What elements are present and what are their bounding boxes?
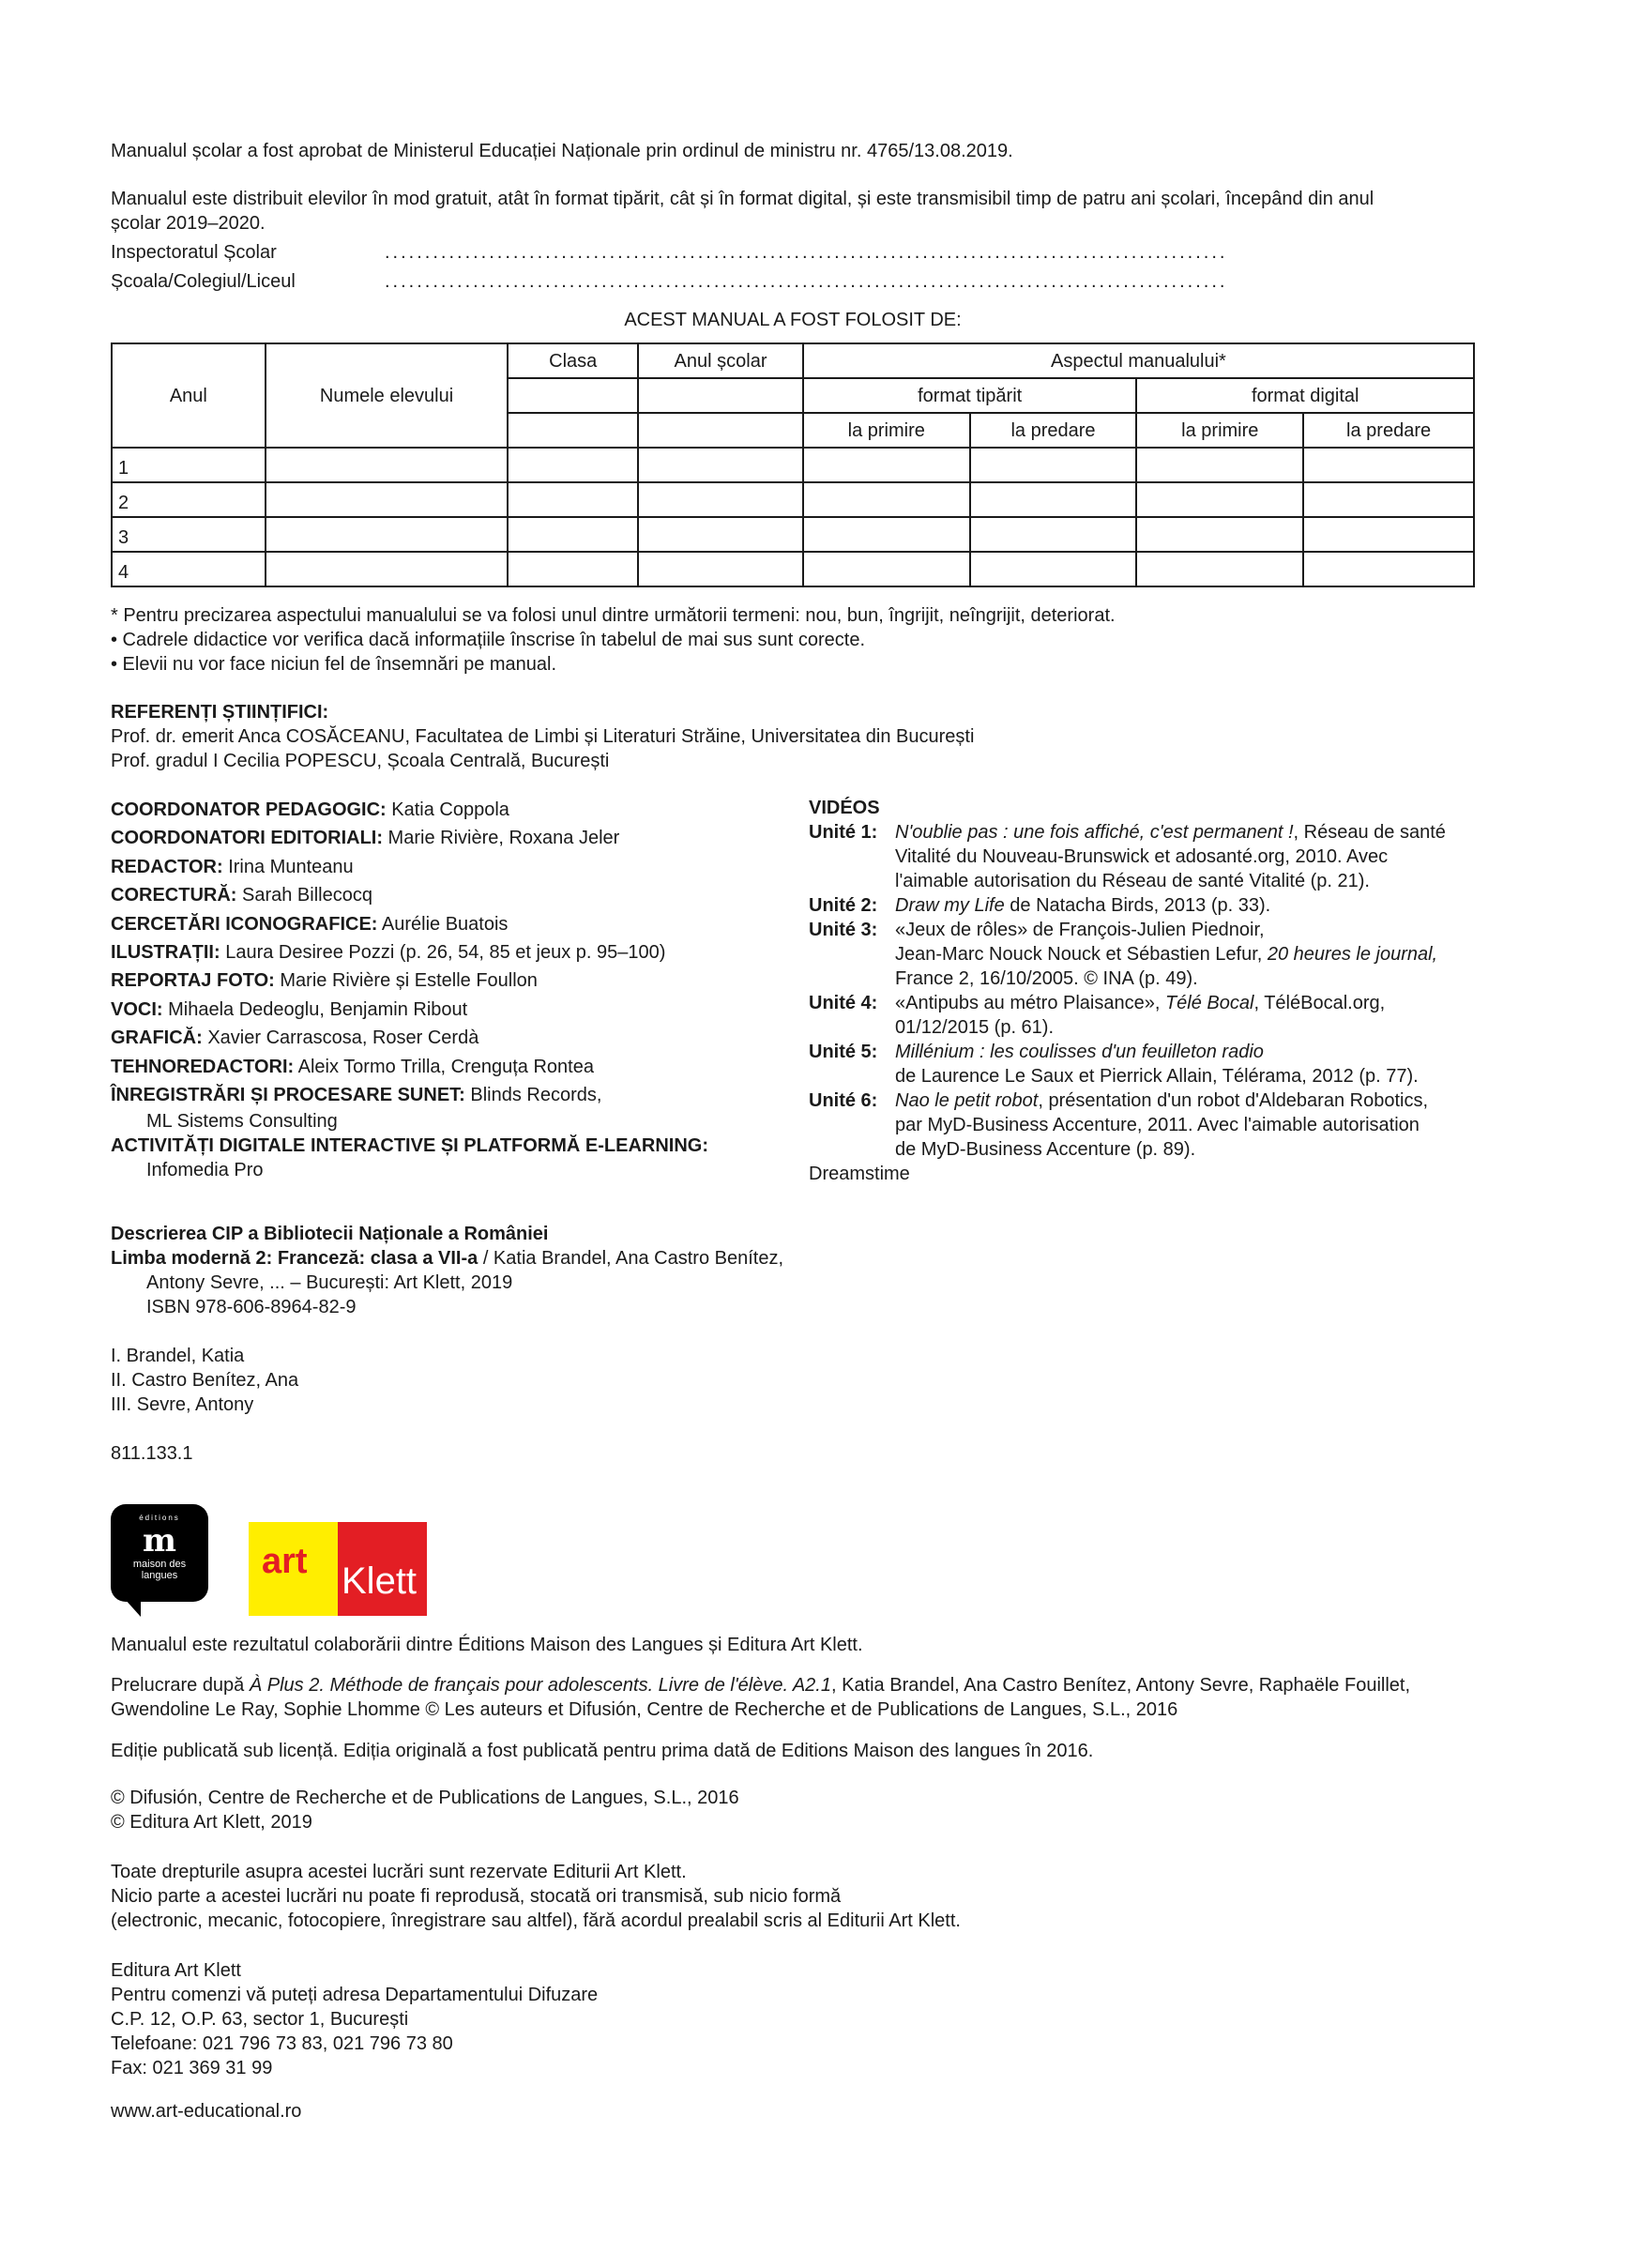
table-cell[interactable] bbox=[803, 517, 970, 552]
cip-author: I. Brandel, Katia bbox=[111, 1346, 245, 1366]
credit-line bbox=[111, 1081, 665, 1109]
table-cell[interactable] bbox=[803, 552, 970, 586]
logo-klett-text: Klett bbox=[342, 1560, 418, 1602]
credit-value: Aurélie Buatois bbox=[377, 913, 509, 935]
copyright-line: © Difusión, Centre de Recherche et de Publications de Langues, S.L., 2016 bbox=[111, 1788, 739, 1808]
scoala-dots[interactable]: ......................................................................................................... bbox=[385, 271, 1228, 292]
credit-label: COORDONATORI EDITORIALI: bbox=[111, 828, 383, 849]
copyright-block bbox=[111, 1786, 739, 1834]
referents-block bbox=[111, 700, 974, 773]
cell-empty bbox=[508, 413, 638, 448]
table-heading: ACEST MANUAL A FOST FOLOSIT DE: bbox=[624, 310, 962, 330]
credit-line bbox=[111, 967, 665, 995]
credit-line bbox=[111, 881, 665, 909]
cip-isbn: ISBN 978-606-8964-82-9 bbox=[146, 1297, 357, 1317]
credit-value: Mihaela Dedeoglu, Benjamin Ribout bbox=[162, 998, 468, 1020]
adaptation-title: À Plus 2. Méthode de français pour adolescents. Livre de l'élève. A2.1 bbox=[249, 1675, 831, 1696]
rights-line: (electronic, mecanic, fotocopiere, înregistrare sau altfel), fără acordul prealabil scris al Editurii Art Klett. bbox=[111, 1910, 961, 1931]
table-cell[interactable] bbox=[638, 482, 803, 517]
header-la-predare: la predare bbox=[1303, 413, 1474, 448]
credit-line bbox=[111, 796, 665, 824]
credit-value: Katia Coppola bbox=[386, 799, 509, 820]
address-line: Pentru comenzi vă puteți adresa Departamentului Difuzare bbox=[111, 1985, 599, 2005]
cip-code: 811.133.1 bbox=[111, 1443, 193, 1464]
cip-author: III. Sevre, Antony bbox=[111, 1394, 254, 1415]
table-cell[interactable] bbox=[1136, 482, 1303, 517]
video-text: , présentation d'un robot d'Aldebaran Robotics, bbox=[1038, 1090, 1429, 1111]
cell-empty bbox=[508, 378, 638, 413]
credits-block bbox=[111, 796, 665, 1109]
table-cell[interactable] bbox=[803, 448, 970, 482]
table-cell[interactable] bbox=[508, 448, 638, 482]
cip-title: Descrierea CIP a Bibliotecii Naționale a României bbox=[111, 1224, 549, 1244]
video-text: France 2, 16/10/2005. © INA (p. 49). bbox=[895, 968, 1198, 989]
header-format-tiparit: format tipărit bbox=[803, 378, 1137, 413]
header-an-scolar: Anul școlar bbox=[638, 343, 803, 378]
video-unit-label: Unité 1: bbox=[809, 822, 878, 843]
address-line: Telefoane: 021 796 73 83, 021 796 73 80 bbox=[111, 2033, 453, 2054]
address-line: C.P. 12, O.P. 63, sector 1, București bbox=[111, 2009, 409, 2030]
adaptation-text: Prelucrare după bbox=[111, 1675, 250, 1696]
credit-line bbox=[111, 824, 665, 852]
row-number: 2 bbox=[112, 482, 266, 517]
video-item-6 bbox=[809, 1088, 1484, 1162]
note-students: • Elevii nu vor face niciun fel de însemnări pe manual. bbox=[111, 654, 557, 675]
header-anul: Anul bbox=[112, 343, 266, 448]
video-unit-label: Unité 2: bbox=[809, 895, 878, 916]
logo-mark: m bbox=[143, 1522, 176, 1560]
table-row bbox=[112, 448, 1474, 482]
credit-label: ILUSTRAȚII: bbox=[111, 942, 220, 964]
table-cell[interactable] bbox=[970, 552, 1137, 586]
video-item-5 bbox=[809, 1040, 1484, 1088]
table-cell[interactable] bbox=[1136, 552, 1303, 586]
table-cell[interactable] bbox=[1303, 552, 1474, 586]
referent-line: Prof. dr. emerit Anca COSĂCEANU, Facultatea de Limbi și Literaturi Străine, Universitatea din București bbox=[111, 726, 975, 747]
cip-text: / Katia Brandel, Ana Castro Benítez, bbox=[478, 1248, 784, 1269]
collaboration-text: Manualul este rezultatul colaborării dintre Éditions Maison des Langues și Editura Art Klett. bbox=[111, 1635, 863, 1655]
table-cell[interactable] bbox=[970, 482, 1137, 517]
video-text: «Antipubs au métro Plaisance», bbox=[895, 993, 1165, 1013]
credit-label: REDACTOR: bbox=[111, 856, 223, 877]
table-cell[interactable] bbox=[266, 552, 509, 586]
video-text: , Réseau de santé bbox=[1293, 822, 1446, 843]
video-unit-label: Unité 4: bbox=[809, 993, 878, 1013]
rights-line: Nicio parte a acestei lucrări nu poate fi reprodusă, stocată ori transmisă, sub nicio formă bbox=[111, 1886, 842, 1907]
referents-title: REFERENȚI ȘTIINȚIFICI: bbox=[111, 702, 329, 723]
table-cell[interactable] bbox=[638, 517, 803, 552]
credit-value: Marie Rivière și Estelle Foullon bbox=[274, 970, 538, 992]
cip-book-title: Limba modernă 2: Franceză: clasa a VII-a bbox=[111, 1248, 478, 1269]
video-text: par MyD-Business Accenture, 2011. Avec l'aimable autorisation bbox=[895, 1115, 1420, 1135]
address-line: Editura Art Klett bbox=[111, 1960, 241, 1981]
credit-value: Marie Rivière, Roxana Jeler bbox=[383, 828, 620, 849]
cell-empty bbox=[638, 413, 803, 448]
logo-red-block bbox=[338, 1522, 427, 1616]
table-cell[interactable] bbox=[638, 552, 803, 586]
cip-block bbox=[111, 1222, 783, 1319]
table-cell[interactable] bbox=[266, 517, 509, 552]
adaptation-text: Gwendoline Le Ray, Sophie Lhomme © Les auteurs et Difusión, Centre de Recherche et de Publications de Langues, S.L., 2016 bbox=[111, 1699, 1178, 1720]
logo-text: éditions bbox=[139, 1514, 180, 1522]
table-notes bbox=[111, 603, 1116, 677]
header-aspect: Aspectul manualului* bbox=[803, 343, 1474, 378]
logo-text: langues bbox=[141, 1570, 178, 1581]
address-line: Fax: 021 369 31 99 bbox=[111, 2058, 273, 2078]
inspectorat-dots[interactable]: ......................................................................................................... bbox=[385, 242, 1228, 263]
logo-text: maison des bbox=[132, 1559, 187, 1570]
header-la-primire: la primire bbox=[803, 413, 970, 448]
video-unit-label: Unité 3: bbox=[809, 920, 878, 940]
video-text: l'aimable autorisation du Réseau de santé Vitalité (p. 21). bbox=[895, 871, 1370, 891]
table-row bbox=[112, 482, 1474, 517]
approval-text: Manualul școlar a fost aprobat de Ministerul Educației Naționale prin ordinul de ministru nr. 4765/13.08.2019. bbox=[111, 141, 1013, 161]
scoala-label: Școala/Colegiul/Liceul bbox=[111, 271, 296, 292]
header-format-digital: format digital bbox=[1136, 378, 1474, 413]
rights-block bbox=[111, 1860, 961, 1933]
video-title: Draw my Life bbox=[895, 895, 1005, 916]
logo-art-text: art bbox=[262, 1542, 308, 1581]
video-item-1 bbox=[809, 820, 1484, 893]
video-item-3 bbox=[809, 918, 1484, 991]
table-cell[interactable] bbox=[1303, 517, 1474, 552]
credit-line bbox=[111, 1053, 665, 1081]
credit-label: GRAFICĂ: bbox=[111, 1027, 203, 1049]
video-title: Télé Bocal bbox=[1164, 993, 1254, 1013]
cip-text: Antony Sevre, ... – București: Art Klett, 2019 bbox=[146, 1272, 513, 1293]
video-text: 01/12/2015 (p. 61). bbox=[895, 1017, 1055, 1038]
header-clasa: Clasa bbox=[508, 343, 638, 378]
cip-authors bbox=[111, 1344, 298, 1417]
credit-value: Xavier Carrascosa, Roser Cerdà bbox=[202, 1027, 479, 1049]
video-title: N'oublie pas : une fois affiché, c'est permanent ! bbox=[895, 822, 1294, 843]
row-number: 1 bbox=[112, 448, 266, 482]
dreamstime-credit: Dreamstime bbox=[809, 1164, 910, 1184]
credit-label: COORDONATOR PEDAGOGIC: bbox=[111, 799, 387, 820]
table-cell[interactable] bbox=[508, 482, 638, 517]
table-header-row-1 bbox=[112, 343, 1474, 378]
table-cell[interactable] bbox=[970, 448, 1137, 482]
table-cell[interactable] bbox=[266, 482, 509, 517]
credit-label: TEHNOREDACTORI: bbox=[111, 1056, 295, 1077]
video-title: Nao le petit robot bbox=[895, 1090, 1039, 1111]
credit-value: Laura Desiree Pozzi (p. 26, 54, 85 et jeux p. 95–100) bbox=[220, 942, 666, 964]
note-aspect: * Pentru precizarea aspectului manualului se va folosi unul dintre următorii termeni: nou, bun, îngrijit, neîngrijit, deteriorat. bbox=[111, 605, 1116, 626]
usage-table bbox=[111, 342, 1475, 587]
table-cell[interactable] bbox=[638, 448, 803, 482]
video-title: 20 heures le journal, bbox=[1267, 944, 1438, 965]
row-number: 3 bbox=[112, 517, 266, 552]
address-block bbox=[111, 1958, 598, 2080]
credit-line bbox=[111, 996, 665, 1024]
row-number: 4 bbox=[112, 552, 266, 586]
table-cell[interactable] bbox=[1136, 448, 1303, 482]
credit-value: Aleix Tormo Trilla, Crenguța Rontea bbox=[294, 1056, 594, 1077]
table-cell[interactable] bbox=[1136, 517, 1303, 552]
maison-des-langues-logo bbox=[111, 1504, 208, 1602]
credit-label: CORECTURĂ: bbox=[111, 885, 237, 906]
credit-line bbox=[111, 853, 665, 881]
credit-label: REPORTAJ FOTO: bbox=[111, 970, 275, 992]
rights-line: Toate drepturile asupra acestei lucrări sunt rezervate Editurii Art Klett. bbox=[111, 1862, 687, 1882]
credit-line bbox=[111, 1024, 665, 1052]
copyright-line: © Editura Art Klett, 2019 bbox=[111, 1812, 312, 1833]
credit-digital-value: Infomedia Pro bbox=[146, 1160, 264, 1180]
table-cell[interactable] bbox=[508, 552, 638, 586]
video-text: Jean-Marc Nouck Nouck et Sébastien Lefur, bbox=[895, 944, 1268, 965]
credit-sunet-cont: ML Sistems Consulting bbox=[146, 1111, 338, 1132]
video-text: Vitalité du Nouveau-Brunswick et adosanté.org, 2010. Avec bbox=[895, 846, 1389, 867]
referent-line: Prof. gradul I Cecilia POPESCU, Școala Centrală, București bbox=[111, 751, 610, 771]
credit-value: Sarah Billecocq bbox=[236, 885, 372, 906]
credit-value: Blinds Records, bbox=[464, 1085, 602, 1106]
license-text: Ediție publicată sub licență. Ediția originală a fost publicată pentru prima dată de Editions Maison des langues în 2016. bbox=[111, 1741, 1094, 1761]
video-text: de MyD-Business Accenture (p. 89). bbox=[895, 1139, 1196, 1160]
video-text: , TéléBocal.org, bbox=[1253, 993, 1386, 1013]
video-title: Millénium : les coulisses d'un feuilleton radio bbox=[895, 1042, 1264, 1062]
table-row bbox=[112, 517, 1474, 552]
table-cell[interactable] bbox=[508, 517, 638, 552]
distribution-line-1: Manualul este distribuit elevilor în mod gratuit, atât în format tipărit, cât și în format digital, și este transmisibil timp de patru ani școlari, începând din anul bbox=[111, 189, 1374, 209]
video-unit-label: Unité 6: bbox=[809, 1090, 878, 1111]
cell-empty bbox=[638, 378, 803, 413]
video-item-4 bbox=[809, 991, 1484, 1040]
table-cell[interactable] bbox=[1303, 482, 1474, 517]
video-text: «Jeux de rôles» de François-Julien Piednoir, bbox=[895, 920, 1265, 940]
cip-author: II. Castro Benítez, Ana bbox=[111, 1370, 299, 1391]
table-cell[interactable] bbox=[803, 482, 970, 517]
videos-title: VIDÉOS bbox=[809, 798, 880, 818]
credit-label: VOCI: bbox=[111, 998, 163, 1020]
inspectorat-label: Inspectoratul Școlar bbox=[111, 242, 277, 263]
table-row bbox=[112, 552, 1474, 586]
website-link[interactable]: www.art-educational.ro bbox=[111, 2101, 302, 2122]
header-la-primire: la primire bbox=[1136, 413, 1303, 448]
credit-value: Irina Munteanu bbox=[222, 856, 354, 877]
note-teachers: • Cadrele didactice vor verifica dacă informațiile înscrise în tabelul de mai sus sunt corecte. bbox=[111, 630, 866, 650]
credit-label: CERCETĂRI ICONOGRAFICE: bbox=[111, 913, 378, 935]
header-la-predare: la predare bbox=[970, 413, 1137, 448]
video-text: de Laurence Le Saux et Pierrick Allain, Télérama, 2012 (p. 77). bbox=[895, 1066, 1419, 1087]
speech-tail-icon bbox=[124, 1598, 141, 1617]
credit-label: ÎNREGISTRĂRI ȘI PROCESARE SUNET: bbox=[111, 1085, 465, 1106]
credit-digital-label: ACTIVITĂȚI DIGITALE INTERACTIVE ȘI PLATFORMĂ E-LEARNING: bbox=[111, 1135, 709, 1156]
table-cell[interactable] bbox=[970, 517, 1137, 552]
video-item-2 bbox=[809, 893, 1484, 918]
credit-line bbox=[111, 938, 665, 967]
credits-block-cont bbox=[111, 1109, 708, 1182]
video-text: de Natacha Birds, 2013 (p. 33). bbox=[1004, 895, 1271, 916]
logo-yellow-block bbox=[249, 1522, 338, 1616]
video-unit-label: Unité 5: bbox=[809, 1042, 878, 1062]
credit-line bbox=[111, 910, 665, 938]
adaptation-block bbox=[111, 1673, 1490, 1722]
art-klett-logo bbox=[249, 1522, 427, 1616]
videos-block bbox=[809, 796, 1484, 1186]
table-cell[interactable] bbox=[1303, 448, 1474, 482]
distribution-line-2: școlar 2019–2020. bbox=[111, 213, 266, 234]
table-cell[interactable] bbox=[266, 448, 509, 482]
adaptation-text: , Katia Brandel, Ana Castro Benítez, Antony Sevre, Raphaële Fouillet, bbox=[830, 1675, 1411, 1696]
header-nume: Numele elevului bbox=[266, 343, 509, 448]
